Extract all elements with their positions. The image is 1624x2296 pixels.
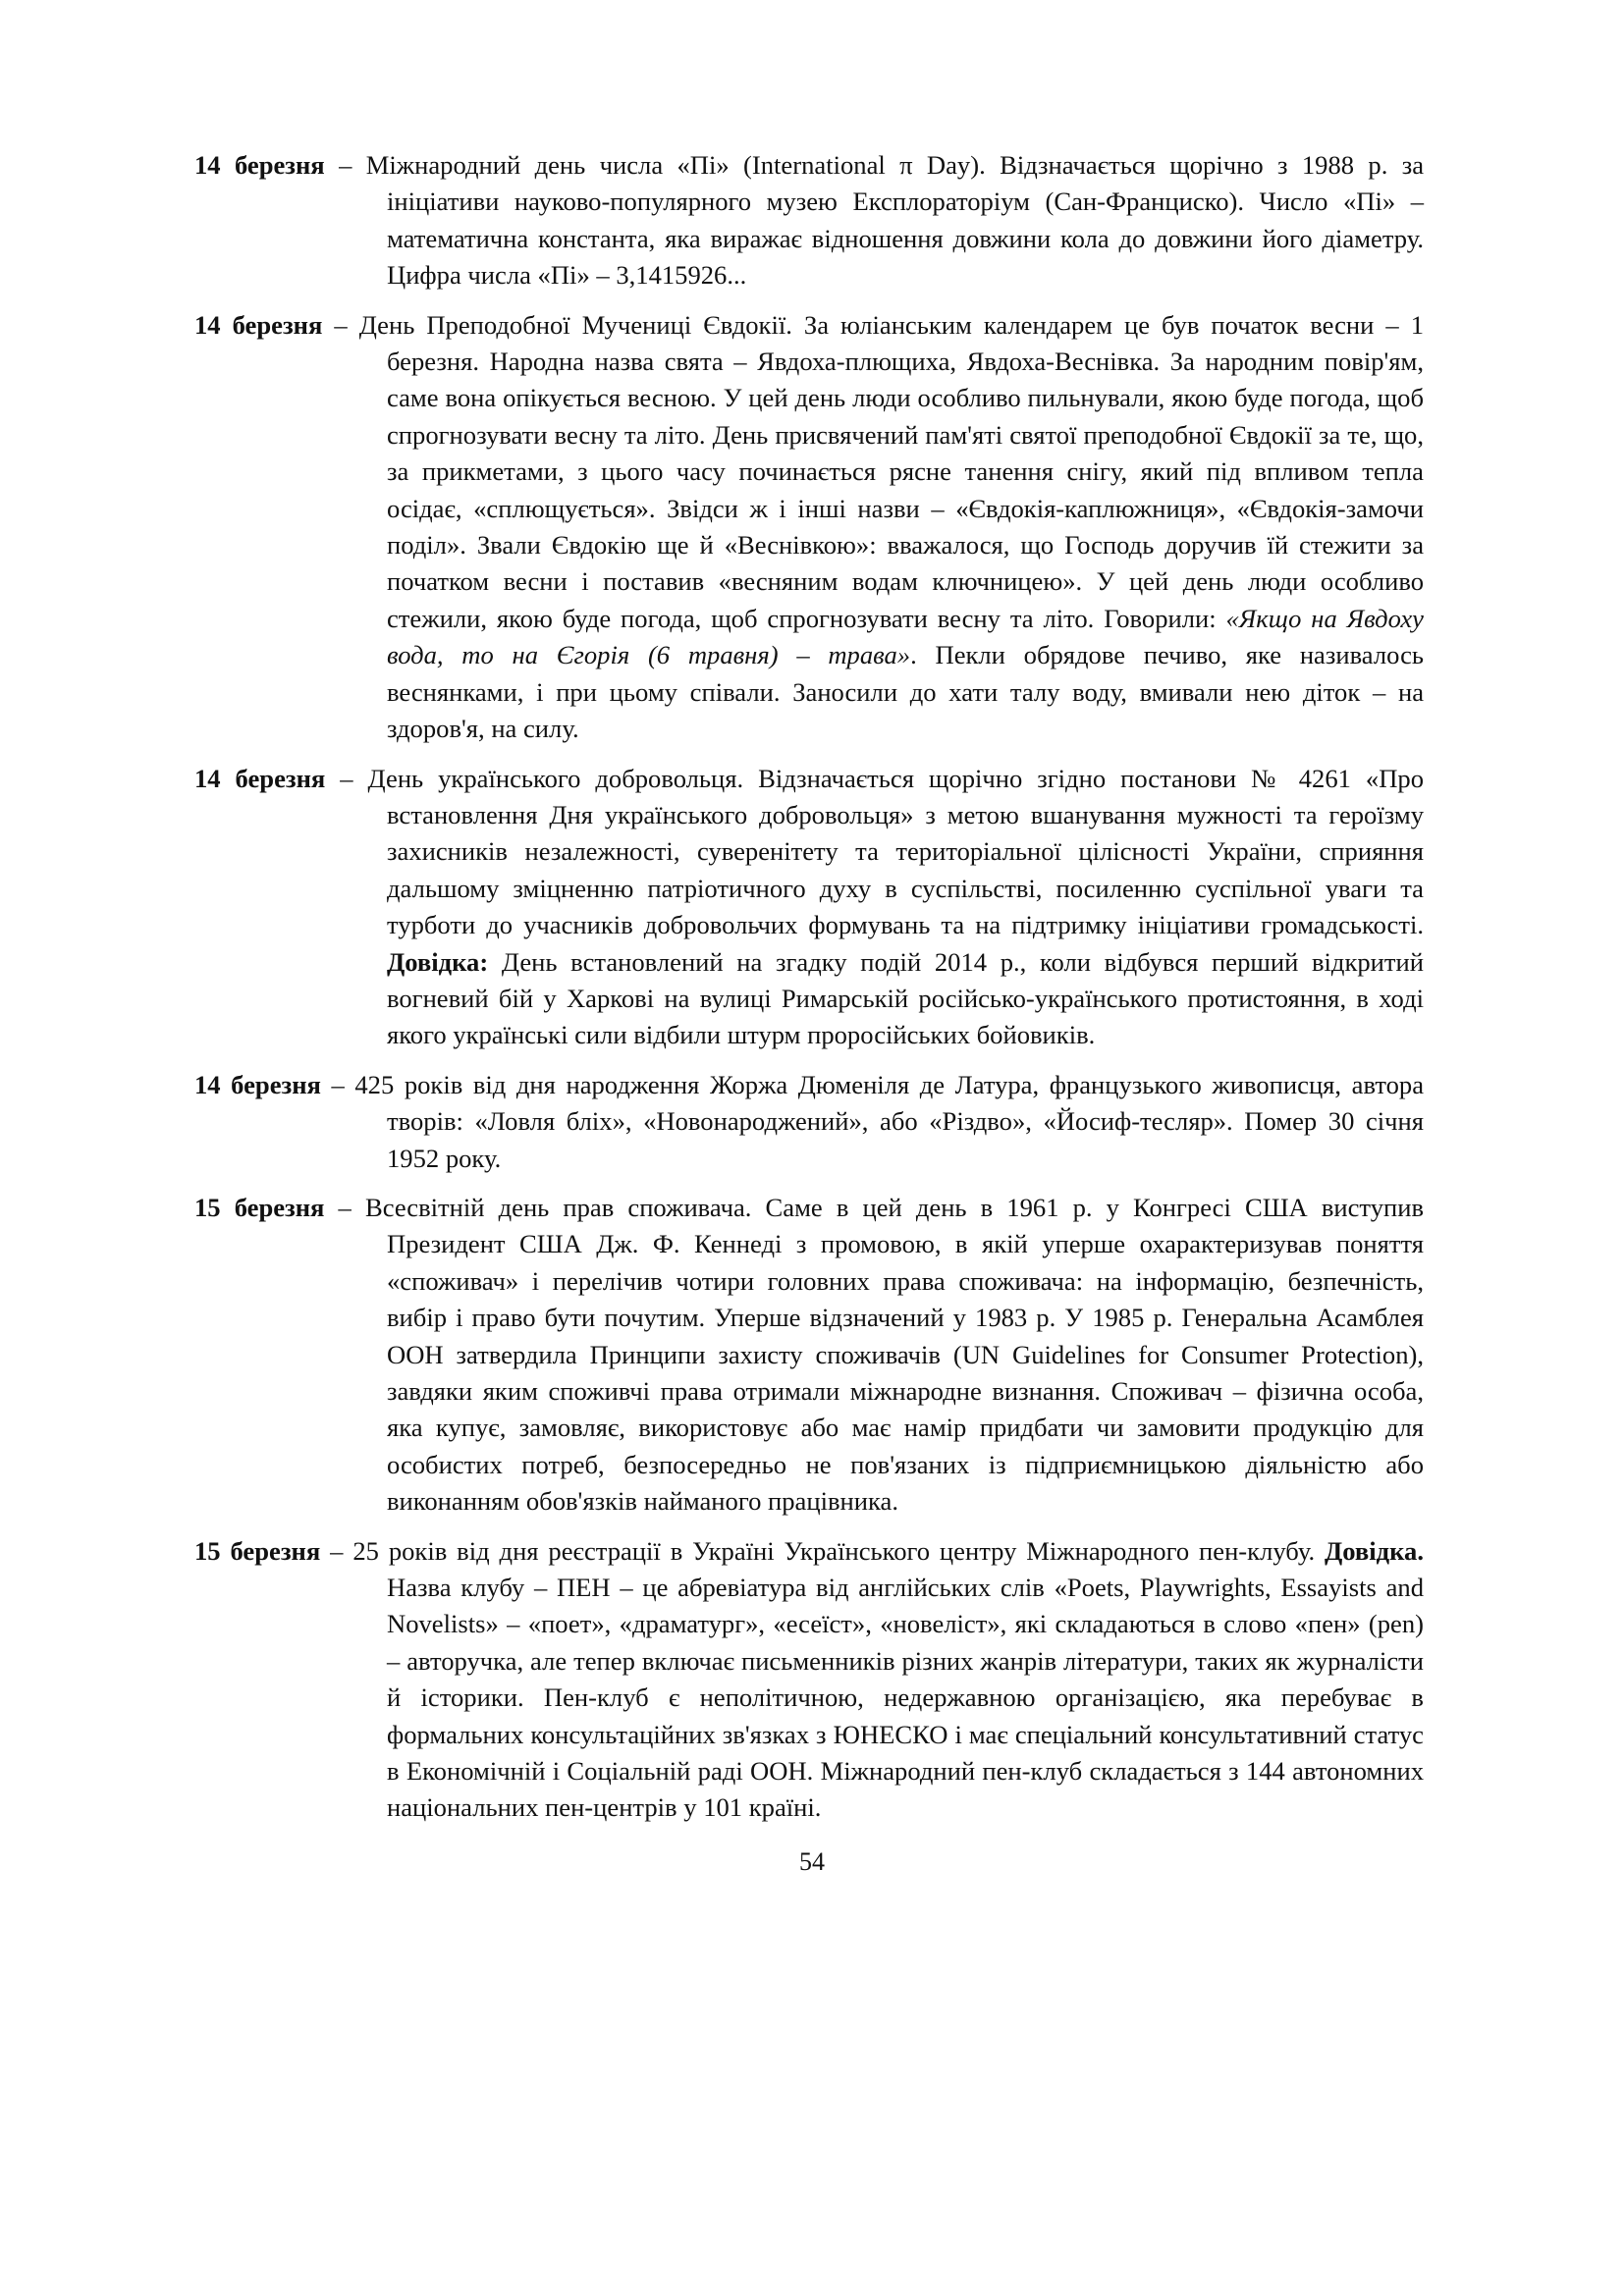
entry-dash: – bbox=[325, 763, 368, 793]
entry-dash: – bbox=[322, 309, 359, 340]
entry-text: 425 років від дня народження Жоржа Дюменіля де Латура, французького живописця, автора творів: «Ловля бліх», «Новонароджений», або «Різдво», «Йосиф-тесляр». Помер 30 січня 1952 року. bbox=[354, 1069, 1425, 1173]
entry-text: 25 років від дня реєстрації в Україні Українського центру Міжнародного пен-клубу. bbox=[352, 1535, 1325, 1566]
entry-date: 14 березня bbox=[194, 309, 323, 340]
document-page bbox=[194, 147, 1424, 1840]
calendar-entry-pi-day bbox=[194, 147, 1424, 294]
calendar-entry-pen-club bbox=[194, 1533, 1424, 1827]
entry-date: 14 березня bbox=[194, 150, 325, 180]
entry-dash: – bbox=[320, 1535, 353, 1566]
entry-text-continued: . Пекли обрядове печиво, яке називалось веснянками, і при цьому співали. Заносили до хати талу воду, вмивали нею діток – на здоров'я, на силу. bbox=[387, 640, 1424, 744]
calendar-entry-consumer-rights-day bbox=[194, 1190, 1424, 1521]
entry-text: День українського добровольця. Відзначається щорічно згідно постанови № 4261 «Про встановлення Дня українського добровольця» з метою вшанування мужності та героїзму захисників незалежності, суверенітету та територіальної цілісності України, сприяння дальшому зміцненню патріотичного духу в суспільстві, посиленню суспільної уваги та турботи до учасників добровольчих формувань та на підтримку ініціативи громадськості. bbox=[367, 763, 1425, 940]
reference-label: Довідка: bbox=[387, 946, 489, 977]
calendar-entry-de-latour bbox=[194, 1067, 1424, 1177]
entry-date: 15 березня bbox=[194, 1192, 325, 1222]
entry-dash: – bbox=[324, 1192, 365, 1222]
page-number: 54 bbox=[799, 1847, 825, 1876]
entry-dash: – bbox=[320, 1069, 355, 1099]
reference-label: Довідка. bbox=[1325, 1535, 1424, 1566]
entry-date: 15 березня bbox=[194, 1535, 321, 1566]
entry-dash: – bbox=[324, 150, 366, 180]
calendar-entry-volunteer-day bbox=[194, 761, 1424, 1054]
entry-italic-quote: «Якщо на Явдоху вода, то на Єгорія (6 травня) – трава» bbox=[387, 603, 1424, 670]
entry-text: Всесвітній день прав споживача. Саме в цей день в 1961 р. у Конгресі США виступив Президент США Дж. Ф. Кеннеді з промовою, в якій уперше охарактеризував поняття «споживач» і перелічив чотири головних права споживача: на інформацію, безпечність, вибір і право бути почутим. Уперше відзначений у 1983 р. У 1985 р. Генеральна Асамблея ООН затвердила Принципи захисту споживачів (UN Guidelines for Consumer Protection), завдяки яким споживчі права отримали міжнародне визнання. Споживач – фізична особа, яка купує, замовляє, використовує або має намір придбати чи замовити продукцію для особистих потреб, безпосередньо не пов'язаних із підприємницькою діяльністю або виконанням обов'язків найманого працівника. bbox=[364, 1192, 1425, 1517]
reference-text: Назва клубу – ПЕН – це абревіатура від англійських слів «Poets, Playwrights, Essayists and Novelists» – «поет», «драматург», «есеїст», «новеліст», які складаються в слово «пен» (pen) – авторучка, але тепер включає письменників різних жанрів літератури, таких як журналісти й історики. Пен-клуб є неполітичною, недержавною організацією, яка перебуває в формальних консультаційних зв'язках з ЮНЕСКО і має спеціальний консультативний статус в Економічній і Соціальній раді ООН. Міжнародний пен-клуб складається з 144 автономних національних пен-центрів у 101 країні. bbox=[387, 1573, 1424, 1823]
reference-text: День встановлений на згадку подій 2014 р., коли відбувся перший відкритий вогневий бій у Харкові на вулиці Римарській російсько-українського протистояння, в ході якого українські сили відбили штурм проросійських бойовиків. bbox=[387, 946, 1424, 1050]
entry-date: 14 березня bbox=[194, 763, 326, 793]
entry-date: 14 березня bbox=[194, 1069, 321, 1099]
entry-text: Міжнародний день числа «Пі» (International π Day). Відзначається щорічно з 1988 р. за ініціативи науково-популярного музею Експлораторіум (Сан-Франциско). Число «Пі» – математична константа, яка виражає відношення довжини кола до довжини його діаметру. Цифра числа «Пі» – 3,1415926... bbox=[365, 150, 1425, 291]
calendar-entry-yevdokia bbox=[194, 307, 1424, 748]
entry-text: День Преподобної Мучениці Євдокії. За юліанським календарем це був початок весни – 1 березня. Народна назва свята – Явдоха-плющиха, Явдоха-Веснівка. За народним повір'ям, саме вона опікується весною. У цей день люди особливо пильнували, якою буде погода, щоб спрогнозувати весну та літо. День присвячений пам'яті святої преподобної Євдокії за те, що, за прикметами, з цього часу починається рясне танення снігу, який під впливом тепла осідає, «сплющується». Звідси ж і інші назви – «Євдокія-каплюжниця», «Євдокія-замочи поділ». Звали Євдокію ще й «Веснівкою»: вважалося, що Господь доручив їй стежити за початком весни і поставив «весняним водам ключницею». У цей день люди особливо стежили, якою буде погода, щоб спрогнозувати весну та літо. Говорили: bbox=[358, 309, 1425, 633]
